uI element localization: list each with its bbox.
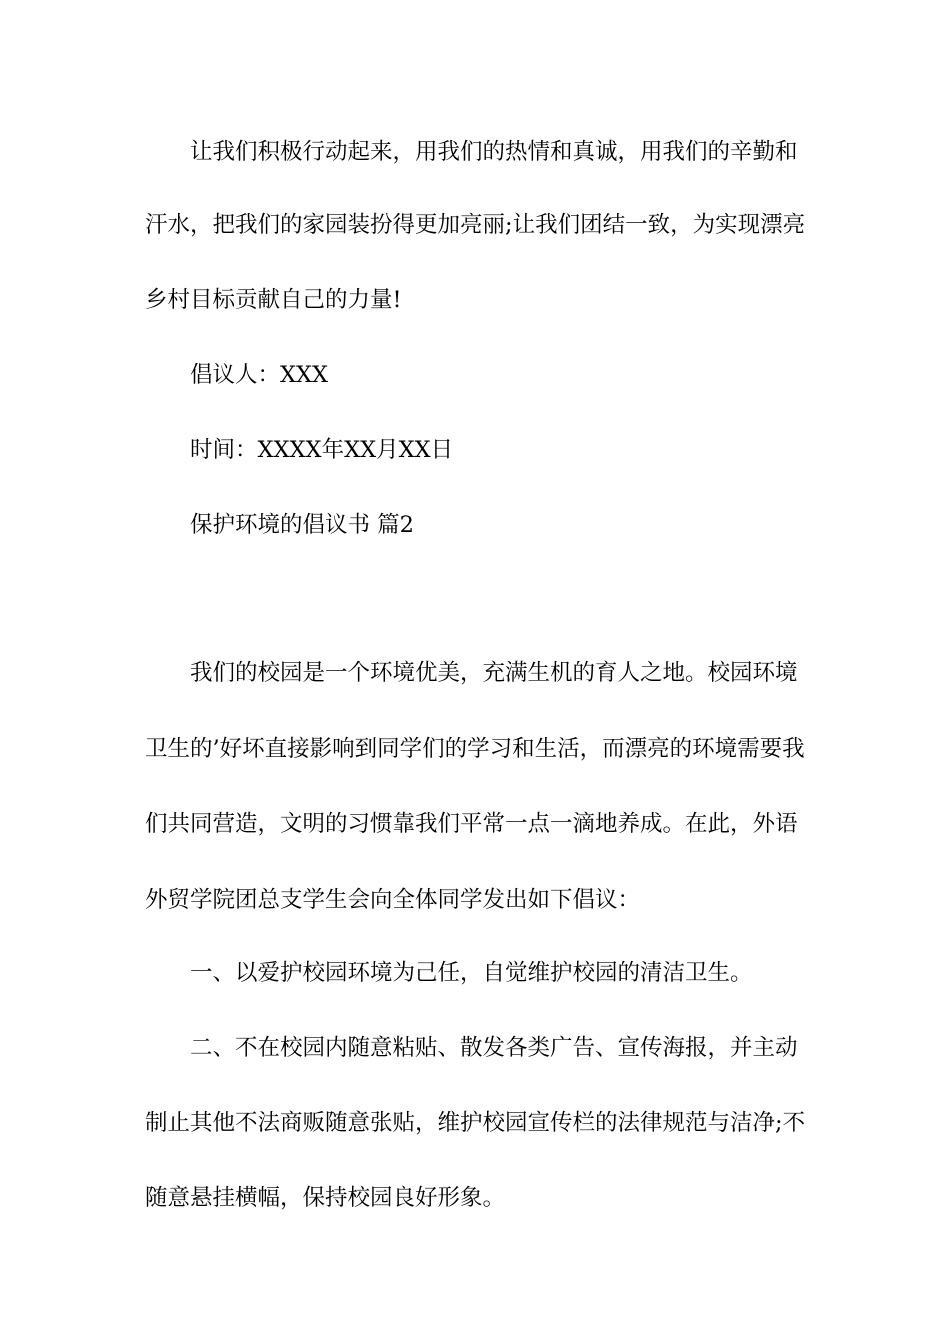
paragraph-line: 让我们积极行动起来，用我们的热情和真诚，用我们的辛勤和 <box>190 139 798 165</box>
paragraph-line: 制止其他不法商贩随意张贴，维护校园宣传栏的法律规范与洁净;不 <box>145 1110 806 1136</box>
section-heading: 保护环境的倡议书 篇2 <box>190 512 414 538</box>
date-line: 时间：XXXX年XX月XX日 <box>190 437 454 463</box>
paragraph-line: 乡村目标贡献自己的力量! <box>145 287 402 313</box>
paragraph-line: 们共同营造，文明的习惯靠我们平常一点一滴地养成。在此，外语 <box>145 811 798 837</box>
paragraph-line: 我们的校园是一个环境优美，充满生机的育人之地。校园环境 <box>190 660 798 686</box>
paragraph-line: 卫生的’好坏直接影响到同学们的学习和生活，而漂亮的环境需要我 <box>145 736 805 762</box>
paragraph-line: 汗水，把我们的家园装扮得更加亮丽;让我们团结一致，为实现漂亮 <box>145 212 806 238</box>
paragraph-line: 随意悬挂横幅，保持校园良好形象。 <box>145 1185 506 1211</box>
proposer-line: 倡议人：XXX <box>190 362 329 388</box>
list-item: 一、以爱护校园环境为己任，自觉维护校园的清洁卫生。 <box>190 960 753 986</box>
paragraph-line: 外贸学院团总支学生会向全体同学发出如下倡议： <box>145 887 641 913</box>
list-item: 二、不在校园内随意粘贴、散发各类广告、宣传海报，并主动 <box>190 1035 798 1061</box>
